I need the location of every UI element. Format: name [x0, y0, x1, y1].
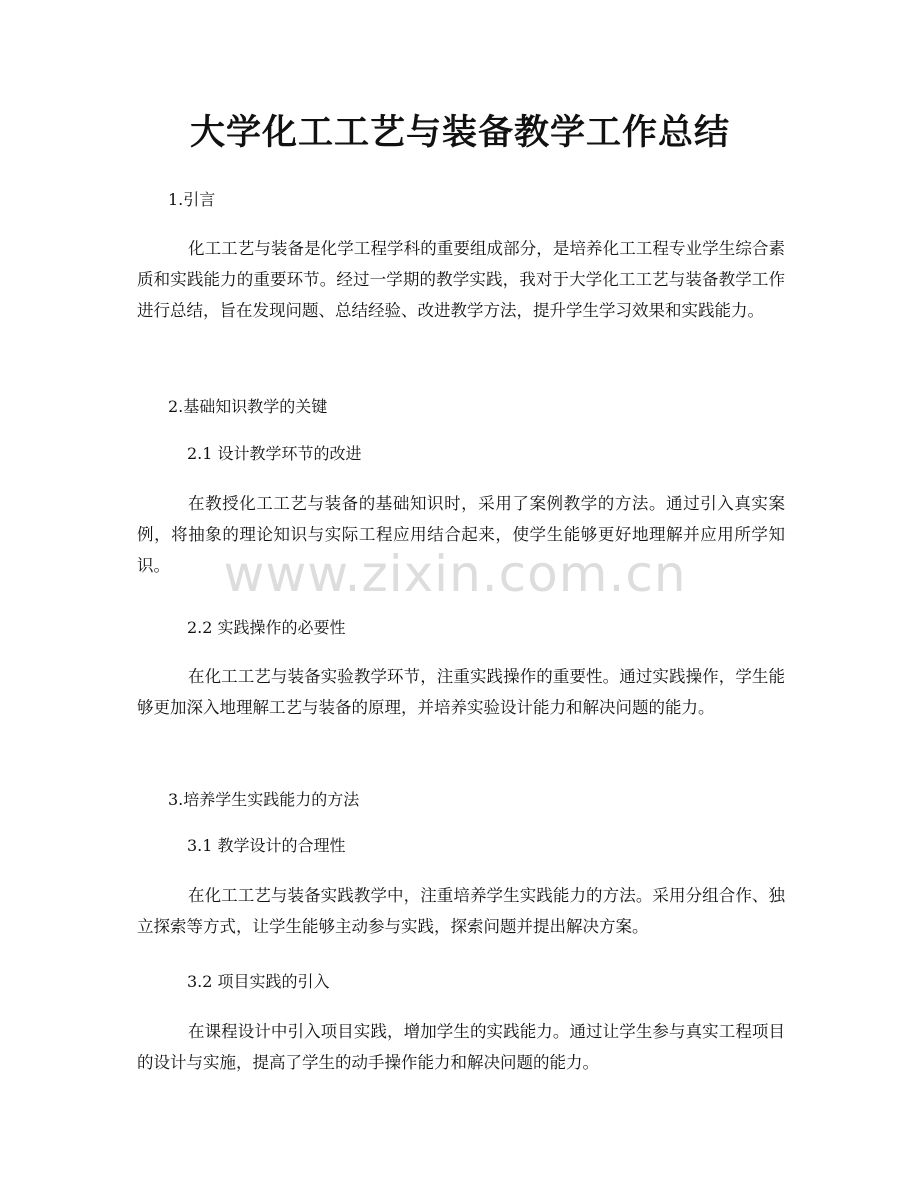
subsection-heading-3-2: 3.2 项目实践的引入: [187, 972, 330, 991]
section-heading-3: 3.培养学生实践能力的方法: [168, 790, 360, 809]
subsection-heading-3-1: 3.1 教学设计的合理性: [187, 836, 346, 855]
section-heading-1: 1.引言: [168, 190, 216, 209]
subsection-heading-2-2: 2.2 实践操作的必要性: [187, 618, 346, 637]
subsection-3-2-paragraph: 在课程设计中引入项目实践，增加学生的实践能力。通过让学生参与真实工程项目的设计与实施，提高了学生的动手操作能力和解决问题的能力。: [137, 1022, 785, 1072]
subsection-heading-2-1: 2.1 设计教学环节的改进: [187, 444, 362, 463]
subsection-3-1-paragraph: 在化工工艺与装备实践教学中，注重培养学生实践能力的方法。采用分组合作、独立探索等方式，让学生能够主动参与实践，探索问题并提出解决方案。: [137, 886, 785, 936]
subsection-2-1-paragraph: 在教授化工工艺与装备的基础知识时，采用了案例教学的方法。通过引入真实案例，将抽象的理论知识与实际工程应用结合起来，使学生能够更好地理解并应用所学知识。: [137, 494, 785, 575]
watermark: www.zixin.com.cn: [223, 545, 687, 603]
section-1-paragraph: 化工工艺与装备是化学工程学科的重要组成部分，是培养化工工程专业学生综合素质和实践能力的重要环节。经过一学期的教学实践，我对于大学化工工艺与装备教学工作进行总结，旨在发现问题、总结经验、改进教学方法，提升学生学习效果和实践能力。: [137, 239, 785, 320]
section-heading-2: 2.基础知识教学的关键: [168, 397, 328, 416]
document-title: 大学化工工艺与装备教学工作总结: [189, 113, 730, 153]
subsection-2-2-paragraph: 在化工工艺与装备实验教学环节，注重实践操作的重要性。通过实践操作，学生能够更加深入地理解工艺与装备的原理，并培养实验设计能力和解决问题的能力。: [137, 667, 785, 717]
